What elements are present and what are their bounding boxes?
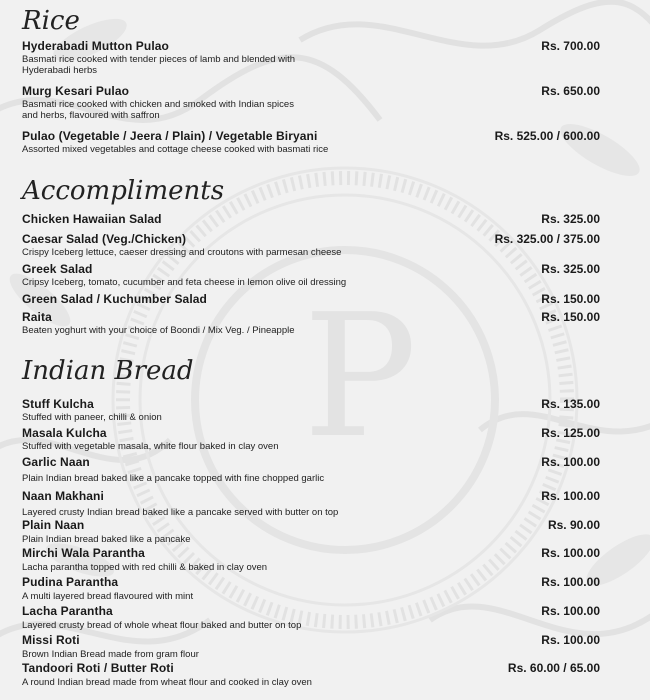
item-description: Assorted mixed vegetables and cottage cheese cooked with basmati rice bbox=[22, 144, 329, 155]
menu-item bbox=[22, 604, 600, 631]
item-name: Hyderabadi Mutton Pulao bbox=[22, 39, 169, 53]
item-name: Mirchi Wala Parantha bbox=[22, 546, 145, 560]
item-description: Basmati rice cooked with tender pieces of lamb and blended with Hyderabadi herbs bbox=[22, 54, 296, 76]
item-price: Rs. 125.00 bbox=[541, 426, 600, 440]
item-name: Tandoori Roti / Butter Roti bbox=[22, 661, 174, 675]
item-description: Plain Indian bread baked like a pancake topped with fine chopped garlic bbox=[22, 473, 325, 484]
item-price: Rs. 525.00 / 600.00 bbox=[494, 129, 600, 143]
item-description: Plain Indian bread baked like a pancake bbox=[22, 534, 191, 545]
item-price: Rs. 100.00 bbox=[541, 633, 600, 647]
item-price: Rs. 135.00 bbox=[541, 397, 600, 411]
menu-item bbox=[22, 310, 600, 336]
menu-item bbox=[22, 397, 600, 423]
item-description: Basmati rice cooked with chicken and smoked with Indian spices and herbs, flavoured with saffron bbox=[22, 99, 294, 121]
menu-item bbox=[22, 39, 600, 76]
item-price: Rs. 650.00 bbox=[541, 84, 600, 98]
item-name: Stuff Kulcha bbox=[22, 397, 94, 411]
item-description: Lacha parantha topped with red chilli & baked in clay oven bbox=[22, 562, 268, 573]
section-title-indian-bread: Indian Bread bbox=[22, 356, 194, 386]
item-description: Stuffed with vegetable masala, white flour baked in clay oven bbox=[22, 441, 279, 452]
item-price: Rs. 325.00 bbox=[541, 212, 600, 226]
item-description: Beaten yoghurt with your choice of Boondi / Mix Veg. / Pineapple bbox=[22, 325, 295, 336]
menu-item bbox=[22, 455, 600, 484]
item-price: Rs. 90.00 bbox=[547, 518, 600, 532]
item-description: Brown Indian Bread made from gram flour bbox=[22, 649, 199, 660]
item-price: Rs. 325.00 / 375.00 bbox=[494, 232, 600, 246]
item-price: Rs. 100.00 bbox=[541, 604, 600, 618]
item-name: Lacha Parantha bbox=[22, 604, 113, 618]
item-name: Caesar Salad (Veg./Chicken) bbox=[22, 232, 187, 246]
item-name: Missi Roti bbox=[22, 633, 80, 647]
item-description: Stuffed with paneer, chilli & onion bbox=[22, 412, 162, 423]
item-description: A multi layered bread flavoured with mint bbox=[22, 591, 194, 602]
svg-text:P: P bbox=[302, 278, 418, 476]
item-price: Rs. 100.00 bbox=[541, 575, 600, 589]
item-price: Rs. 100.00 bbox=[541, 455, 600, 469]
item-price: Rs. 700.00 bbox=[541, 39, 600, 53]
item-price: Rs. 325.00 bbox=[541, 262, 600, 276]
item-price: Rs. 150.00 bbox=[541, 310, 600, 324]
menu-item bbox=[22, 426, 600, 452]
menu-item bbox=[22, 575, 600, 602]
item-description: Crispy Iceberg lettuce, caeser dressing and croutons with parmesan cheese bbox=[22, 247, 342, 258]
item-name: Pulao (Vegetable / Jeera / Plain) / Vegetable Biryani bbox=[22, 129, 318, 143]
menu-item bbox=[22, 633, 600, 660]
item-name: Garlic Naan bbox=[22, 455, 90, 469]
item-name: Raita bbox=[22, 310, 52, 324]
menu-item bbox=[22, 518, 600, 545]
item-price: Rs. 150.00 bbox=[541, 292, 600, 306]
item-name: Murg Kesari Pulao bbox=[22, 84, 130, 98]
menu-item bbox=[22, 489, 600, 518]
item-description: A round Indian bread made from wheat flour and cooked in clay oven bbox=[22, 677, 312, 688]
item-price: Rs. 100.00 bbox=[541, 489, 600, 503]
item-name: Pudina Parantha bbox=[22, 575, 119, 589]
menu-item bbox=[22, 232, 600, 258]
item-name: Green Salad / Kuchumber Salad bbox=[22, 292, 207, 306]
item-name: Greek Salad bbox=[22, 262, 93, 276]
menu-item bbox=[22, 292, 600, 306]
menu-item bbox=[22, 262, 600, 288]
item-name: Masala Kulcha bbox=[22, 426, 107, 440]
item-price: Rs. 60.00 / 65.00 bbox=[507, 661, 600, 675]
menu-item bbox=[22, 212, 600, 226]
item-name: Plain Naan bbox=[22, 518, 85, 532]
item-description: Layered crusty Indian bread baked like a pancake served with butter on top bbox=[22, 507, 339, 518]
item-description: Layered crusty bread of whole wheat flour baked and butter on top bbox=[22, 620, 302, 631]
item-price: Rs. 100.00 bbox=[541, 546, 600, 560]
item-name: Chicken Hawaiian Salad bbox=[22, 212, 162, 226]
section-title-rice: Rice bbox=[22, 6, 80, 36]
item-description: Cripsy Iceberg, tomato, cucumber and feta cheese in lemon olive oil dressing bbox=[22, 277, 347, 288]
menu-item bbox=[22, 546, 600, 573]
item-name: Naan Makhani bbox=[22, 489, 104, 503]
menu-item bbox=[22, 661, 600, 688]
menu-item bbox=[22, 84, 600, 121]
menu-item bbox=[22, 129, 600, 155]
section-title-accompliments: Accompliments bbox=[22, 176, 225, 206]
